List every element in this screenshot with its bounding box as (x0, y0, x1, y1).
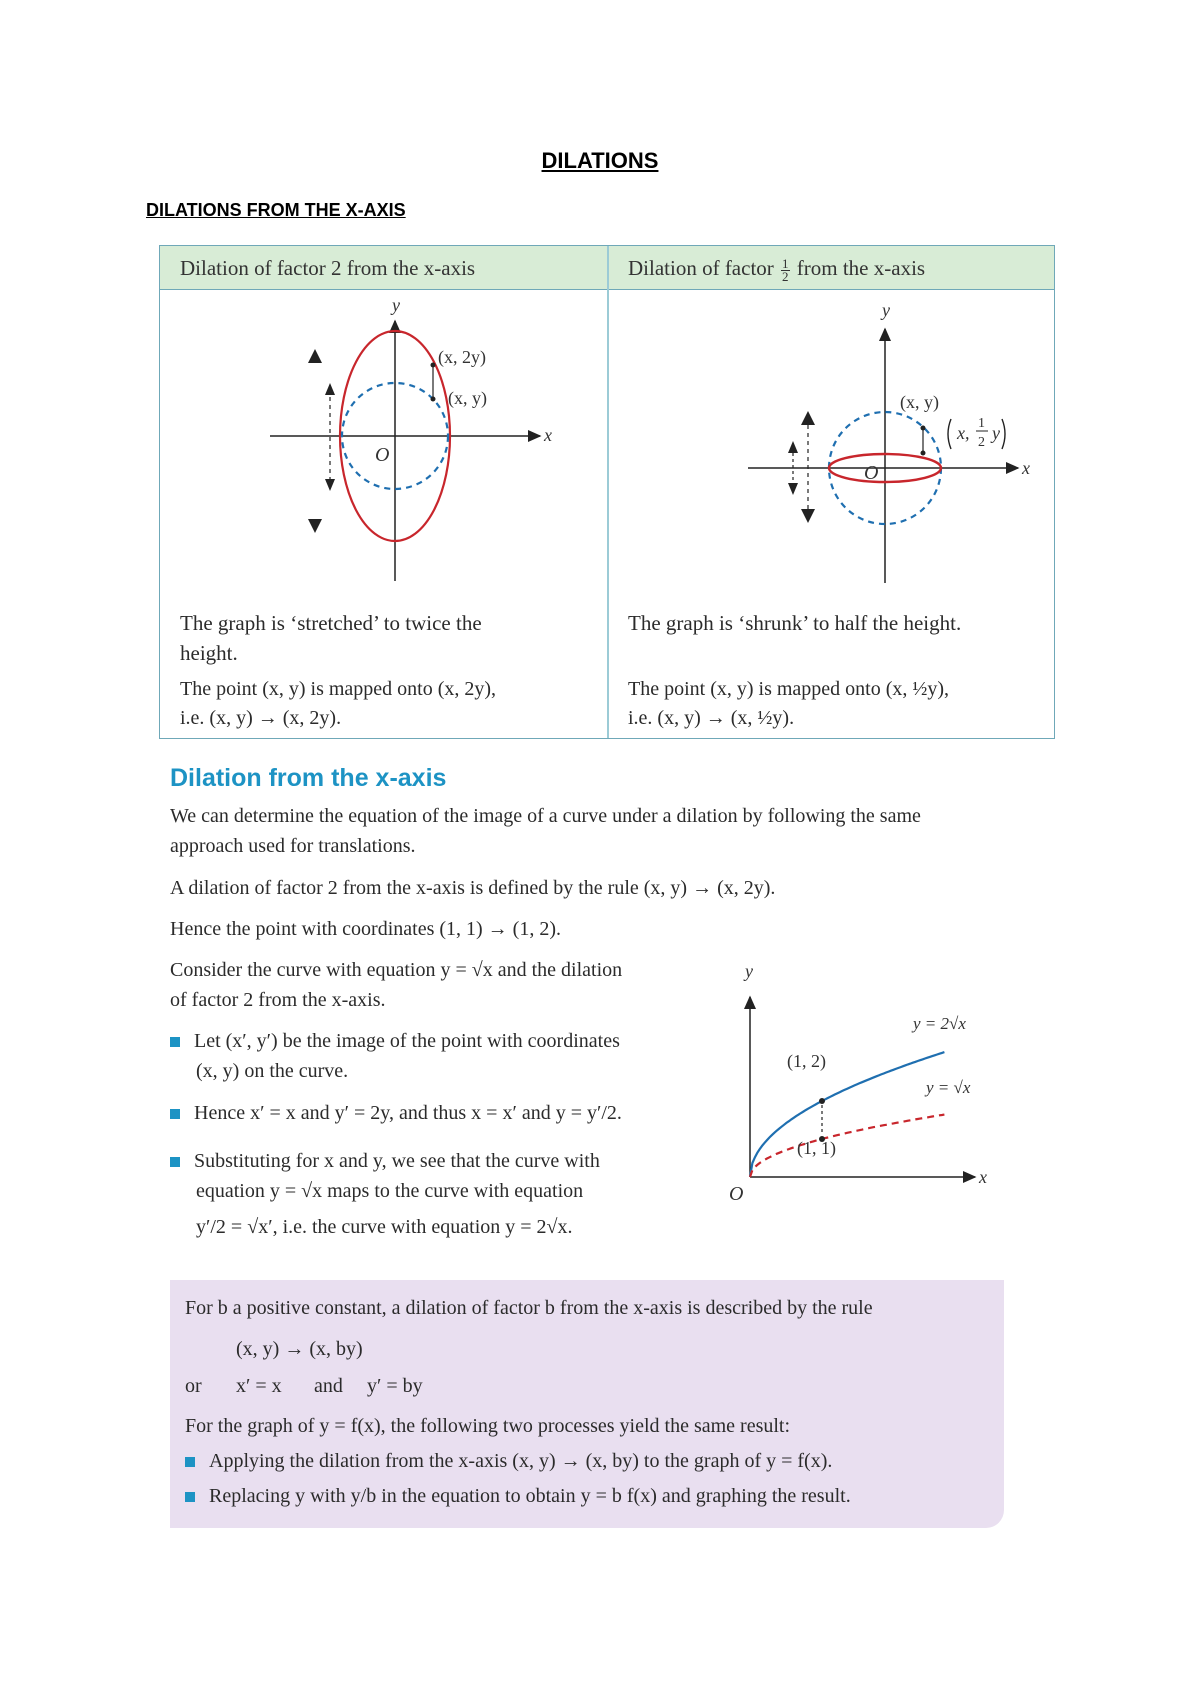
point-1-1-label: (1, 1) (797, 1138, 836, 1158)
paragraph-1-line2: approach used for translations. (170, 835, 416, 857)
left-caption-line2: height. (180, 641, 238, 665)
curve-sqrtx (750, 1115, 944, 1177)
left-caption-line3: The point (x, y) is mapped onto (x, 2y), (180, 678, 497, 700)
rule-bullet1: Applying the dilation from the x-axis (x, y) → (x, by) to the graph of y = f(x). (185, 1447, 832, 1475)
bullet-1: Let (x′, y′) be the image of the point with coordinates (170, 1026, 620, 1056)
y-axis-label: y (882, 301, 890, 320)
rule-and: and (314, 1375, 343, 1397)
curve-sqrtx-label: y = √x (926, 1078, 971, 1097)
original-point (431, 397, 436, 402)
right-dilation-graph (668, 301, 1048, 591)
bullet-3-line2: equation y = √x maps to the curve with equation (196, 1180, 584, 1202)
origin-label: O (375, 444, 390, 466)
svg-text:y: y (992, 423, 1000, 443)
svg-text:2: 2 (978, 435, 985, 450)
rule-line2: (x, y) → (x, by) (236, 1338, 363, 1360)
rule-line1: For b a positive constant, a dilation of factor b from the x-axis is described by the rule (185, 1297, 873, 1319)
rule-line4: For the graph of y = f(x), the following two processes yield the same result: (185, 1415, 791, 1437)
image-point (431, 363, 436, 368)
dilation-comparison-table (159, 245, 1055, 739)
left-caption-line1: The graph is ‘stretched’ to twice the (180, 611, 482, 635)
image-point-label: (x, 2y) (438, 347, 486, 367)
point-1-2 (819, 1098, 825, 1104)
paragraph-2: A dilation of factor 2 from the x-axis is defined by the rule (x, y) → (x, 2y). (170, 877, 776, 899)
x-axis-label: x (1022, 458, 1030, 478)
bullet-square-icon (170, 1109, 180, 1119)
y-axis-label: y (392, 301, 400, 315)
rule-box (170, 1280, 1004, 1528)
bullet-square-icon (170, 1157, 180, 1167)
bullet-square-icon (185, 1457, 195, 1467)
svg-text:1: 1 (978, 416, 985, 431)
left-caption-line4: i.e. (x, y) → (x, 2y). (180, 707, 342, 729)
image-point-label-x: x, (957, 423, 970, 443)
rule-or: or (185, 1375, 202, 1397)
sqrt-dilation-graph (715, 955, 1015, 1210)
paragraph-4-line2: of factor 2 from the x-axis. (170, 989, 386, 1011)
page-title: DILATIONS (541, 148, 659, 173)
rule-bullet2: Replacing y with y/b in the equation to obtain y = b f(x) and graphing the result. (185, 1482, 851, 1510)
curve-2sqrtx (750, 1052, 944, 1177)
one-half-fraction: $\frac{1}{2}$ (782, 255, 789, 284)
curve-2sqrtx-label: y = 2√x (913, 1014, 966, 1033)
right-caption-line1: The graph is ‘shrunk’ to half the height. (628, 611, 962, 635)
bullet-square-icon (170, 1037, 180, 1047)
paragraph-1-line1: We can determine the equation of the image of a curve under a dilation by following the same (170, 805, 921, 827)
image-point (921, 451, 926, 456)
x-axis-label: x (544, 425, 552, 445)
original-point (921, 426, 926, 431)
bullet-square-icon (185, 1492, 195, 1502)
header-right-prefix: Dilation of factor (628, 256, 774, 280)
header-right (628, 256, 925, 283)
header-right-suffix: from the x-axis (796, 256, 926, 280)
paragraph-4-line1: Consider the curve with equation y = √x and the dilation (170, 959, 623, 981)
table-column-divider (607, 246, 609, 738)
right-caption-line4: i.e. (x, y) → (x, ½y). (628, 707, 795, 729)
x-axis-label: x (979, 1167, 987, 1187)
left-dilation-graph (220, 301, 560, 591)
rule-yprime: y′ = by (367, 1375, 423, 1397)
bullet-3-line3: y′/2 = √x′, i.e. the curve with equation y = 2√x. (196, 1216, 573, 1238)
bullet-2: Hence x′ = x and y′ = 2y, and thus x = x′ and y = y′/2. (170, 1098, 622, 1128)
right-caption-line3: The point (x, y) is mapped onto (x, ½y), (628, 678, 950, 700)
bullet-1-line2: (x, y) on the curve. (196, 1060, 349, 1082)
rule-xprime: x′ = x (236, 1375, 282, 1397)
header-left: Dilation of factor 2 from the x-axis (180, 256, 476, 280)
section-heading: Dilation from the x-axis (170, 764, 447, 792)
section-subtitle: DILATIONS FROM THE X-AXIS (146, 200, 406, 220)
original-point-label: (x, y) (900, 392, 939, 412)
paragraph-3: Hence the point with coordinates (1, 1) → (1, 2). (170, 918, 562, 940)
original-point-label: (x, y) (448, 388, 487, 408)
y-axis-label: y (745, 961, 753, 981)
origin-label: O (729, 1183, 744, 1205)
bullet-3: Substituting for x and y, we see that the curve with (170, 1146, 600, 1176)
point-1-2-label: (1, 2) (787, 1051, 826, 1071)
origin-label: O (864, 462, 879, 484)
